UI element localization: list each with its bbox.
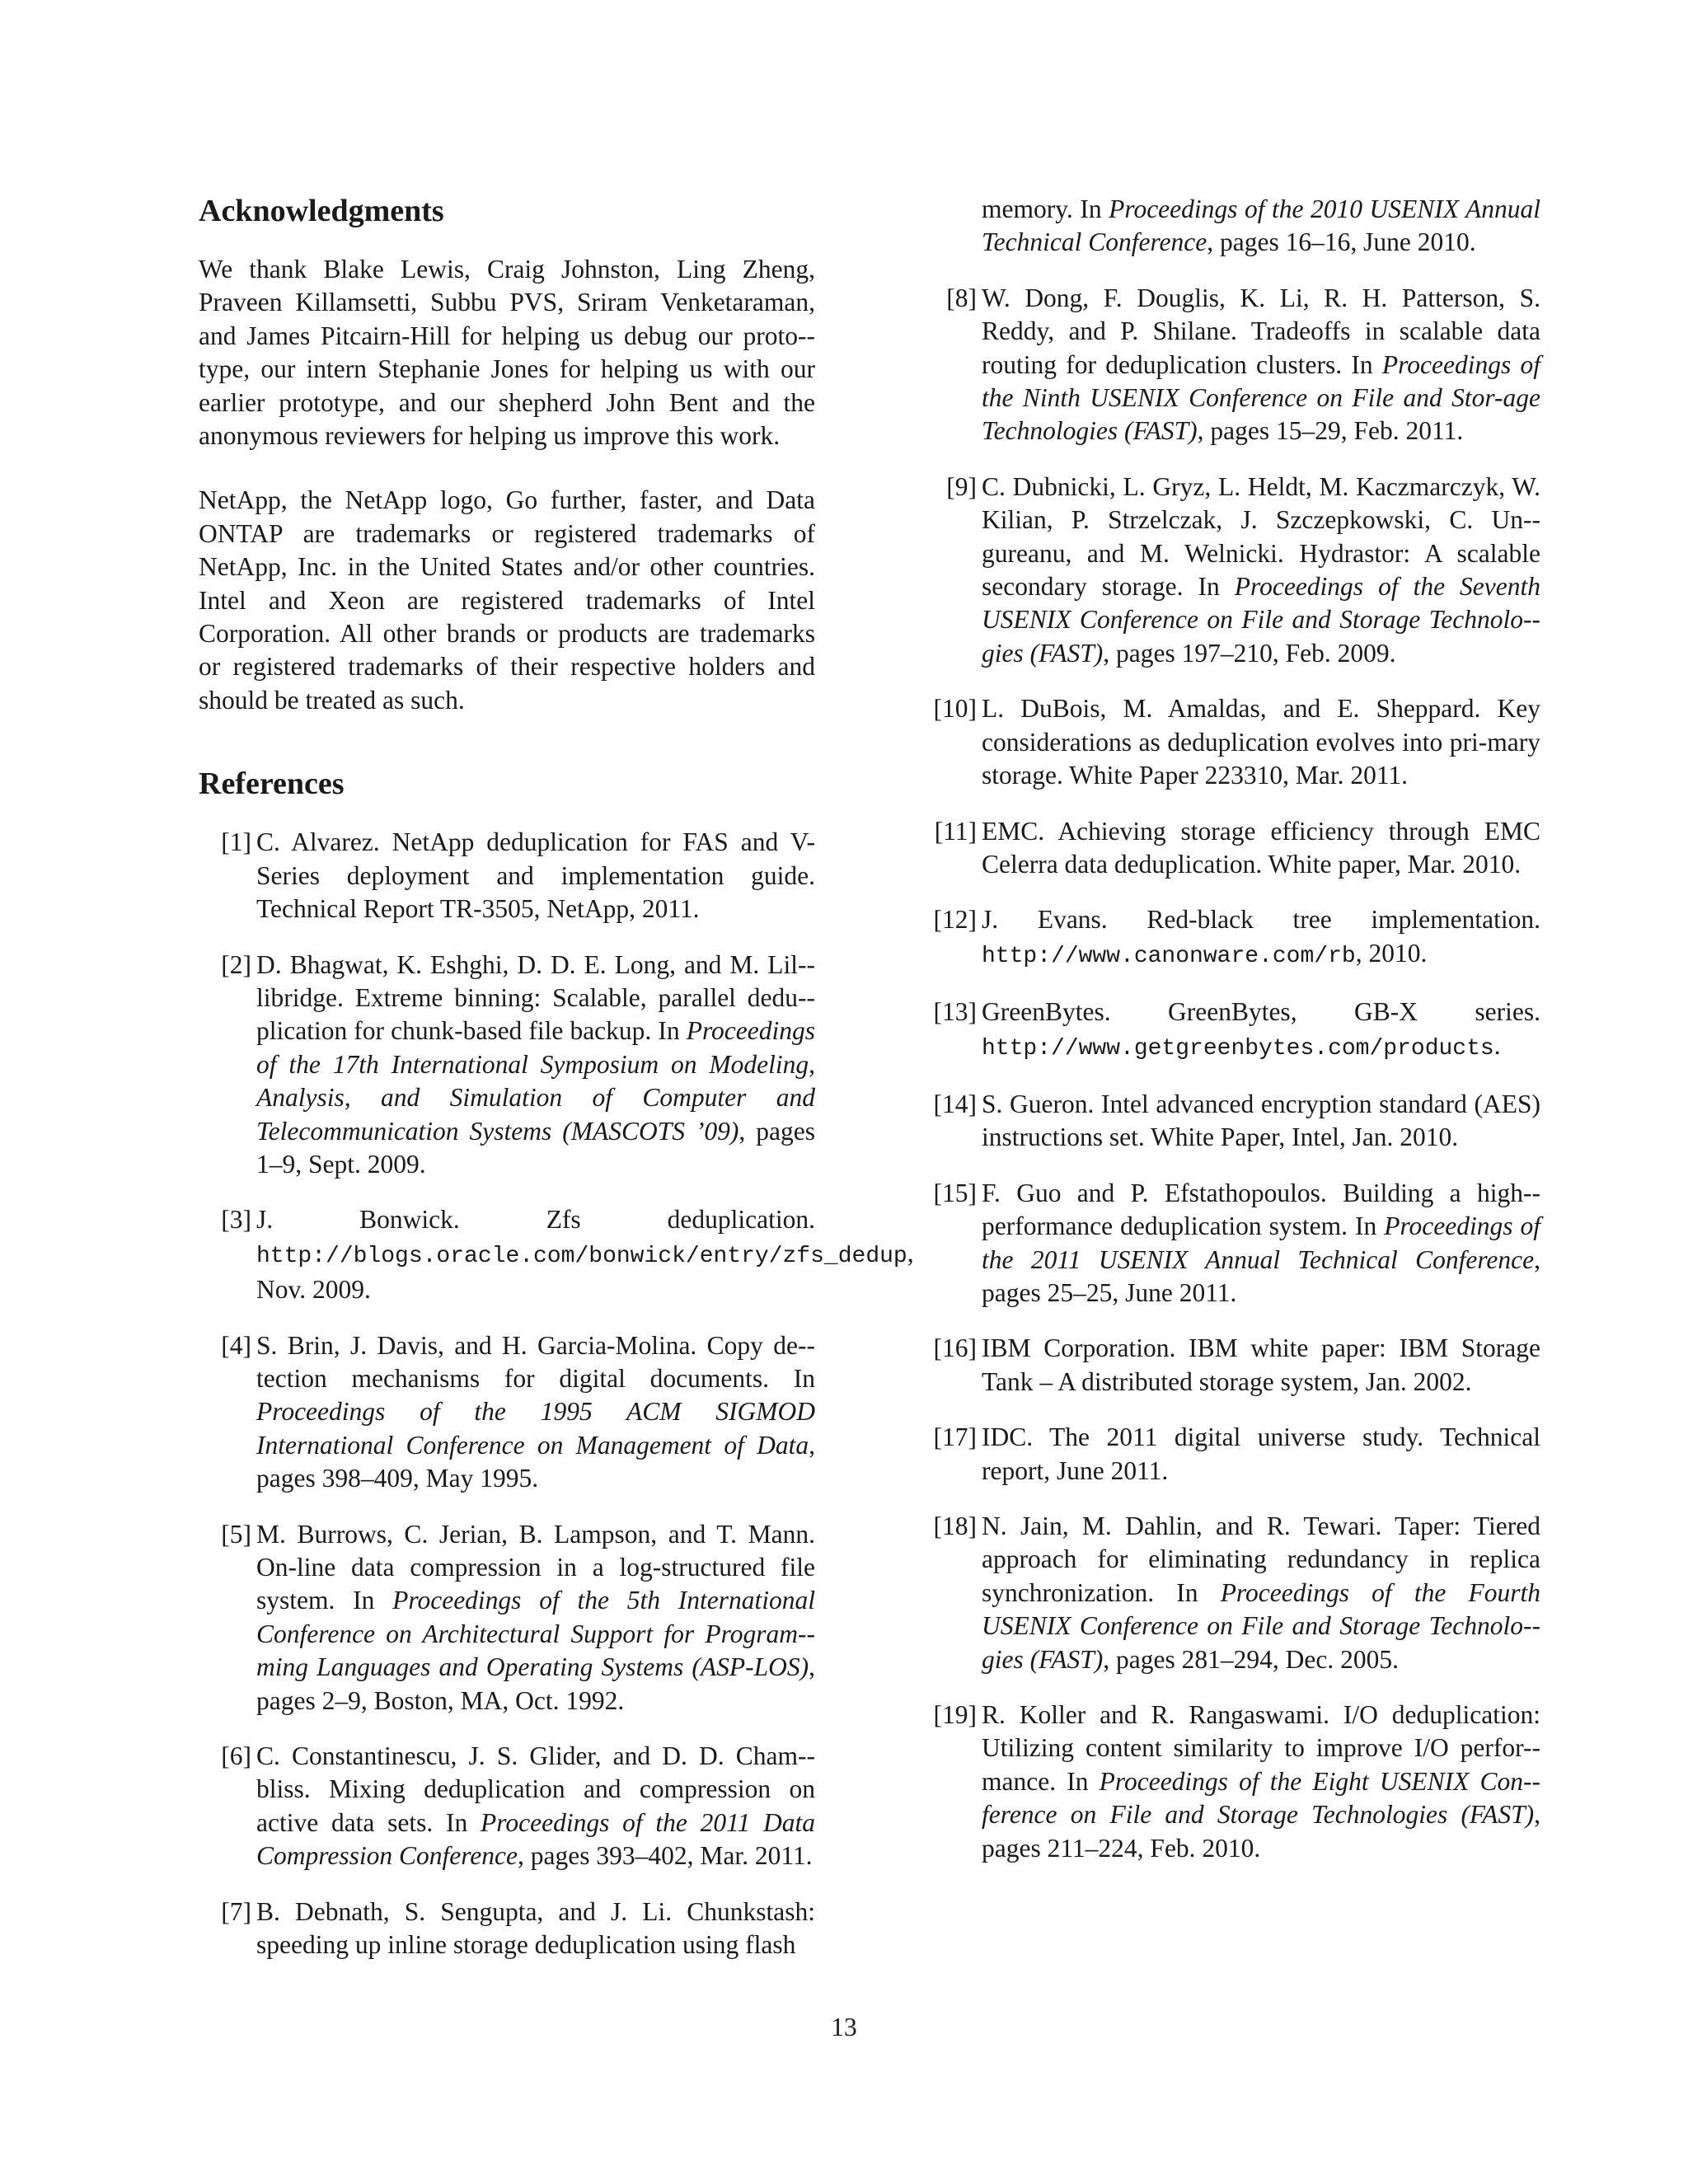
reference-6 — [199, 1740, 815, 1873]
reference-text: C. Constantinescu, J. S. Glider, and D. D. Cham-bliss. Mixing deduplication and compression on active data sets. In Proceedings of the 2011 Data Compression Conference, pages 393–402, Mar. 2011. — [256, 1741, 815, 1871]
reference-number: [5] — [221, 1519, 251, 1549]
reference-number: [4] — [221, 1330, 251, 1360]
reference-text: F. Guo and P. Efstathopoulos. Building a high-performance deduplication system. In Proceedings of the 2011 USENIX Annual Technical Conference, pages 25–25, June 2011. — [982, 1178, 1540, 1307]
page-number: 13 — [831, 2013, 857, 2041]
reference-13 — [924, 996, 1540, 1066]
references-heading: References — [199, 766, 345, 802]
reference-3 — [199, 1203, 914, 1306]
reference-text: R. Koller and R. Rangaswami. I/O deduplication: Utilizing content similarity to improve I/O perfor-mance. In Proceedings of the Eight USENIX Con-ference on File and Storage Technologies (FAST), pages 211–224, Feb. 2010. — [982, 1700, 1541, 1863]
reference-venue: Proceedings of the Fourth USENIX Conference on File and Storage Technolo-gies (FAST) — [982, 1577, 1541, 1674]
right-column-references — [924, 194, 1541, 1887]
reference-16 — [924, 1332, 1540, 1399]
reference-number: [12] — [933, 905, 977, 935]
reference-number: [16] — [933, 1333, 977, 1363]
reference-15 — [924, 1177, 1540, 1310]
reference-text: S. Gueron. Intel advanced encryption standard (AES) instructions set. White Paper, Intel, Jan. 2010. — [982, 1089, 1540, 1152]
reference-2 — [199, 949, 815, 1182]
reference-number: [10] — [933, 694, 977, 724]
reference-12 — [924, 903, 1540, 973]
reference-4 — [199, 1329, 815, 1496]
reference-text: C. Alvarez. NetApp deduplication for FAS and V-Series deployment and implementation guide. Technical Report TR-3505, NetApp, 2011. — [256, 827, 815, 924]
reference-10 — [924, 692, 1540, 792]
reference-1 — [199, 826, 815, 926]
reference-8 — [924, 282, 1540, 448]
reference-text: J. Bonwick. Zfs deduplication. http://blogs.oracle.com/bonwick/entry/zfs_dedup, Nov. 2009. — [256, 1205, 914, 1305]
reference-text: D. Bhagwat, K. Eshghi, D. D. E. Long, and M. Lil-libridge. Extreme binning: Scalable, parallel dedu-plication for chunk-based file backup. In Proceedings of the 17th International Symposium on Modeling, Analysis, and Simulation of Computer and Telecommunication Systems (MASCOTS ’09), pages 1–9, Sept. 2009. — [256, 949, 815, 1179]
reference-9 — [924, 471, 1540, 670]
reference-venue: Proceedings of the 2011 Data Compression Conference — [256, 1807, 815, 1871]
reference-11 — [924, 815, 1540, 882]
reference-number: [14] — [933, 1089, 977, 1118]
reference-number: [9] — [946, 471, 977, 501]
reference-text: C. Dubnicki, L. Gryz, L. Heldt, M. Kaczmarczyk, W. Kilian, P. Strzelczak, J. Szczepkowski, C. Un-gureanu, and M. Welnicki. Hydrastor: A scalable secondary storage. In Proceedings of the Seventh USENIX Conference on File and Storage Technolo-gies (FAST), pages 197–210, Feb. 2009. — [982, 471, 1540, 668]
reference-text: B. Debnath, S. Sengupta, and J. Li. Chunkstash: speeding up inline storage deduplication using flash — [256, 1896, 815, 1960]
reference-text: IDC. The 2011 digital universe study. Technical report, June 2011. — [982, 1422, 1540, 1485]
reference-text: EMC. Achieving storage efficiency through EMC Celerra data deduplication. White paper, Mar. 2010. — [982, 816, 1540, 879]
reference-17 — [924, 1421, 1540, 1488]
reference-text: J. Evans. Red-black tree implementation. http://www.canonware.com/rb, 2010. — [982, 905, 1540, 969]
reference-number: [17] — [933, 1422, 977, 1452]
reference-7 — [199, 1896, 815, 1962]
reference-18 — [924, 1510, 1540, 1676]
left-column — [199, 192, 914, 1984]
reference-number: [19] — [933, 1700, 977, 1730]
reference-7-continuation — [924, 193, 1540, 260]
reference-number: [2] — [221, 949, 251, 979]
reference-url[interactable]: http://www.getgreenbytes.com/products — [982, 1035, 1494, 1062]
reference-14 — [924, 1088, 1540, 1155]
reference-venue: Proceedings of the 2010 USENIX Annual Technical Conference — [982, 194, 1540, 257]
reference-number: [3] — [221, 1205, 251, 1235]
reference-text: N. Jain, M. Dahlin, and R. Tewari. Taper: Tiered approach for eliminating redundancy in replica synchronization. In Proceedings of the Fourth USENIX Conference on File and Storage Technolo-gies (FAST), pages 281–294, Dec. 2005. — [982, 1511, 1541, 1674]
reference-text: L. DuBois, M. Amaldas, and E. Sheppard. Key considerations as deduplication evolves into pri-mary storage. White Paper 223310, Mar. 2011. — [982, 694, 1540, 790]
reference-venue: Proceedings of the 2011 USENIX Annual Technical Conference — [982, 1212, 1540, 1274]
reference-venue: Proceedings of the 1995 ACM SIGMOD International Conference on Management of Data — [256, 1397, 815, 1460]
reference-number: [18] — [933, 1511, 977, 1540]
reference-text: memory. In Proceedings of the 2010 USENIX Annual Technical Conference, pages 16–16, June 2010. — [982, 194, 1540, 257]
reference-venue: Proceedings of the 5th International Conference on Architectural Support for Program-ming Languages and Operating Systems (ASP-LOS) — [256, 1586, 815, 1682]
reference-number: [11] — [934, 816, 977, 846]
reference-url[interactable]: http://www.canonware.com/rb — [982, 943, 1356, 969]
reference-text: GreenBytes. GreenBytes, GB-X series. http://www.getgreenbytes.com/products. — [982, 997, 1540, 1062]
reference-venue: Proceedings of the Eight USENIX Con-ference on File and Storage Technologies (FAST) — [982, 1766, 1541, 1830]
reference-number: [13] — [933, 997, 977, 1027]
reference-number: [1] — [221, 827, 251, 857]
reference-number: [7] — [221, 1896, 251, 1926]
acknowledgments-paragraph: We thank Blake Lewis, Craig Johnston, Ling Zheng, Praveen Killamsetti, Subbu PVS, Sriram Venketaraman, and James Pitcairn-Hill for helping us debug our proto-type, our intern Stephanie Jones for helping us with our earlier prototype, and our shepherd John Bent and the anonymous reviewers for helping us improve this work. — [199, 255, 815, 451]
reference-venue: Proceedings of the 17th International Symposium on Modeling, Analysis, and Simulation of Computer and Telecommunication Systems (MASCOTS ’09) — [256, 1016, 815, 1146]
reference-venue: Proceedings of the Seventh USENIX Conference on File and Storage Technolo-gies (FAST) — [982, 572, 1540, 668]
reference-19 — [924, 1699, 1540, 1865]
reference-number: [15] — [933, 1178, 977, 1207]
acknowledgments-heading: Acknowledgments — [199, 194, 444, 228]
reference-number: [6] — [221, 1741, 251, 1771]
reference-5 — [199, 1518, 815, 1718]
reference-text: W. Dong, F. Douglis, K. Li, R. H. Patterson, S. Reddy, and P. Shilane. Tradeoffs in scalable data routing for deduplication clusters. In Proceedings of the Ninth USENIX Conference on File and Stor-age Technologies (FAST), pages 15–29, Feb. 2011. — [982, 283, 1540, 446]
reference-number: [8] — [946, 283, 977, 312]
reference-text: M. Burrows, C. Jerian, B. Lampson, and T. Mann. On-line data compression in a log-structured file system. In Proceedings of the 5th International Conference on Architectural Support for Program-ming Languages and Operating Systems (ASP-LOS), pages 2–9, Boston, MA, Oct. 1992. — [256, 1519, 815, 1715]
reference-venue: Proceedings of the Ninth USENIX Conference on File and Stor-age Technologies (FAST) — [982, 349, 1540, 446]
reference-url[interactable]: http://blogs.oracle.com/bonwick/entry/zfs_dedup — [256, 1243, 907, 1269]
reference-text: IBM Corporation. IBM white paper: IBM Storage Tank – A distributed storage system, Jan. 2002. — [982, 1333, 1540, 1396]
trademarks-paragraph: NetApp, the NetApp logo, Go further, faster, and Data ONTAP are trademarks or registered trademarks of NetApp, Inc. in the United States and/or other countries. Intel and Xeon are registered trademarks of Intel Corporation. All other brands or products are trademarks or registered trademarks of their respective holders and should be treated as such. — [199, 485, 815, 715]
reference-text: S. Brin, J. Davis, and H. Garcia-Molina. Copy de-tection mechanisms for digital documents. In Proceedings of the 1995 ACM SIGMOD International Conference on Management of Data, pages 398–409, May 1995. — [256, 1330, 815, 1493]
